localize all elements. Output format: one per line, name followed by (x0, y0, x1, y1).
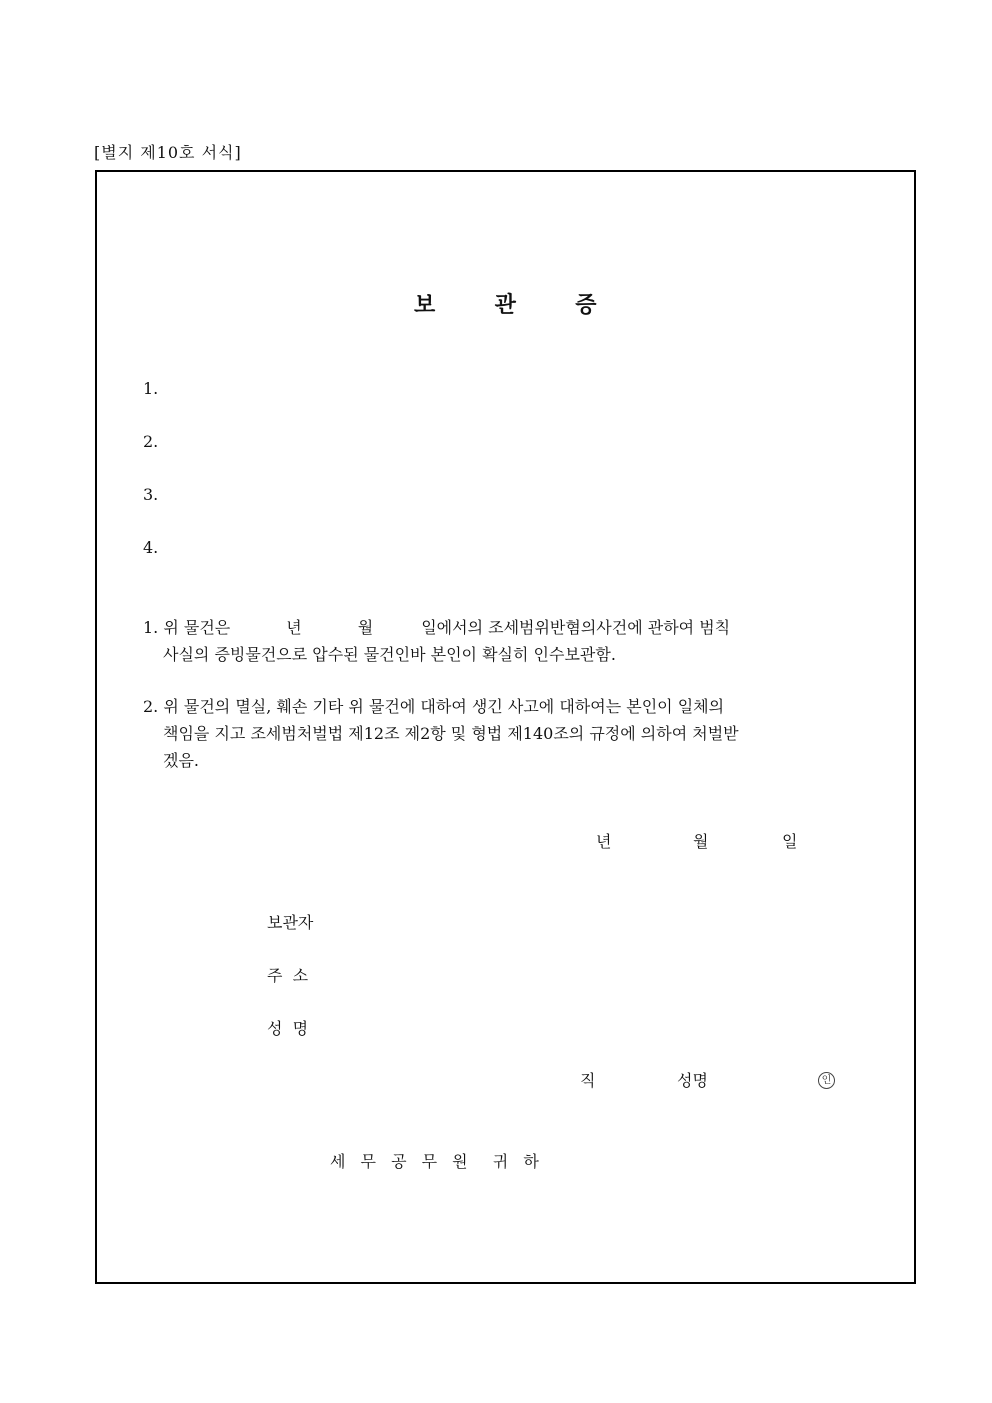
official-name-label: 성명 (677, 1071, 708, 1090)
statement-1-prefix: 1. 위 물건은 (143, 618, 231, 637)
statement-1-line-2: 사실의 증빙물건으로 압수된 물건인바 본인이 확실히 인수보관함. (163, 645, 616, 664)
statement-1-month: 월 (357, 618, 374, 637)
statement-1-rest: 일에서의 조세범위반혐의사건에 관하여 범칙 (421, 618, 731, 637)
name-label: 성 명 (267, 1019, 309, 1038)
statement-1-line-1 (143, 614, 730, 641)
statement-2-line-3: 겠음. (163, 751, 199, 770)
date-year-label: 년 (596, 832, 612, 851)
statement-1 (143, 614, 730, 668)
item-number-1: 1. (143, 379, 159, 398)
seal-icon: 인 (818, 1072, 835, 1089)
official-position-label: 직 (580, 1071, 596, 1090)
address-label: 주 소 (267, 966, 309, 985)
date-month-label: 월 (693, 832, 709, 851)
title-char-3: 증 (575, 293, 597, 318)
addressee: 세 무 공 무 원 귀 하 (330, 1152, 544, 1171)
statement-2-line-2: 책임을 지고 조세범처벌법 제12조 제2항 및 형법 제140조의 규정에 의하여 처벌받 (163, 724, 739, 743)
custodian-label: 보관자 (267, 913, 314, 932)
item-number-3: 3. (143, 485, 159, 504)
date-day-label: 일 (782, 832, 798, 851)
item-number-4: 4. (143, 538, 159, 557)
seal-mark (818, 1068, 835, 1089)
form-number-label: [별지 제10호 서식] (94, 143, 242, 162)
title-char-1: 보 (414, 293, 436, 318)
statement-2-line-1: 2. 위 물건의 멸실, 훼손 기타 위 물건에 대하여 생긴 사고에 대하여는 본인이 일체의 (143, 697, 725, 716)
statement-1-year: 년 (286, 618, 302, 637)
title-char-2: 관 (494, 293, 516, 318)
item-number-2: 2. (143, 432, 159, 451)
statement-2 (143, 693, 739, 774)
document-title (414, 288, 596, 319)
